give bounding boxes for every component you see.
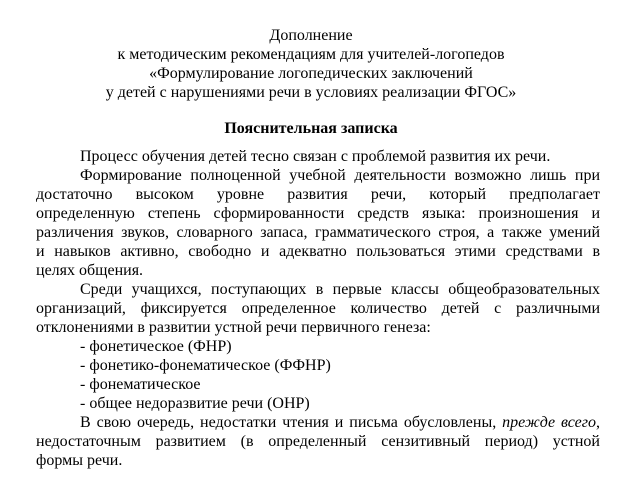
list-item: - фонетико-фонематическое (ФФНР) (80, 357, 331, 374)
text-line: и навыков активно, свободно и адекватно пользоваться этими средствами в (36, 243, 600, 260)
document-title (0, 26, 622, 102)
document-body (36, 147, 600, 470)
paragraph-3 (36, 280, 600, 337)
title-line: у детей с нарушениями речи в условиях реализации ФГОС» (105, 84, 517, 101)
text-line: целях общения. (36, 262, 144, 279)
title-line: «Формулирование логопедических заключений (149, 65, 473, 82)
text-line: определенную степень сформированности средств языка: произношения и (36, 205, 600, 222)
list-item: - фонетическое (ФНР) (80, 338, 232, 355)
text-line: отклонениями в развитии устной речи первичного генеза: (36, 319, 431, 336)
text-line (36, 413, 600, 432)
text-line: организаций, фиксируется определенное количество детей с различными (36, 300, 600, 317)
text-line: Среди учащихся, поступающих в первые классы общеобразовательных (80, 281, 600, 298)
paragraph-2 (36, 166, 600, 280)
text-line: достаточно высоком уровне развития речи, который предполагает (36, 186, 600, 203)
title-line: Дополнение (269, 27, 353, 44)
emphasis-text: прежде всего (502, 414, 597, 431)
text-line: различения звуков, словарного запаса, грамматического строя, а также умений (36, 224, 600, 241)
list-item: - фонематическое (80, 376, 201, 393)
text-line: Формирование полноценной учебной деятельности возможно лишь при (80, 167, 600, 184)
text-span: , (596, 414, 601, 431)
text-line: формы речи. (36, 452, 123, 469)
title-line: к методическим рекомендациям для учителей-логопедов (117, 46, 505, 63)
text-span: В свою очередь, недостатки чтения и письма обусловлены, (80, 414, 497, 431)
text-line: недостаточным развитием (в определенный сензитивный период) устной (36, 433, 600, 450)
paragraph-4 (36, 413, 600, 470)
section-heading: Пояснительная записка (224, 120, 398, 137)
paragraph-1: Процесс обучения детей тесно связан с проблемой развития их речи. (80, 148, 551, 165)
disorder-list (36, 337, 600, 413)
list-item: - общее недоразвитие речи (ОНР) (80, 395, 310, 412)
